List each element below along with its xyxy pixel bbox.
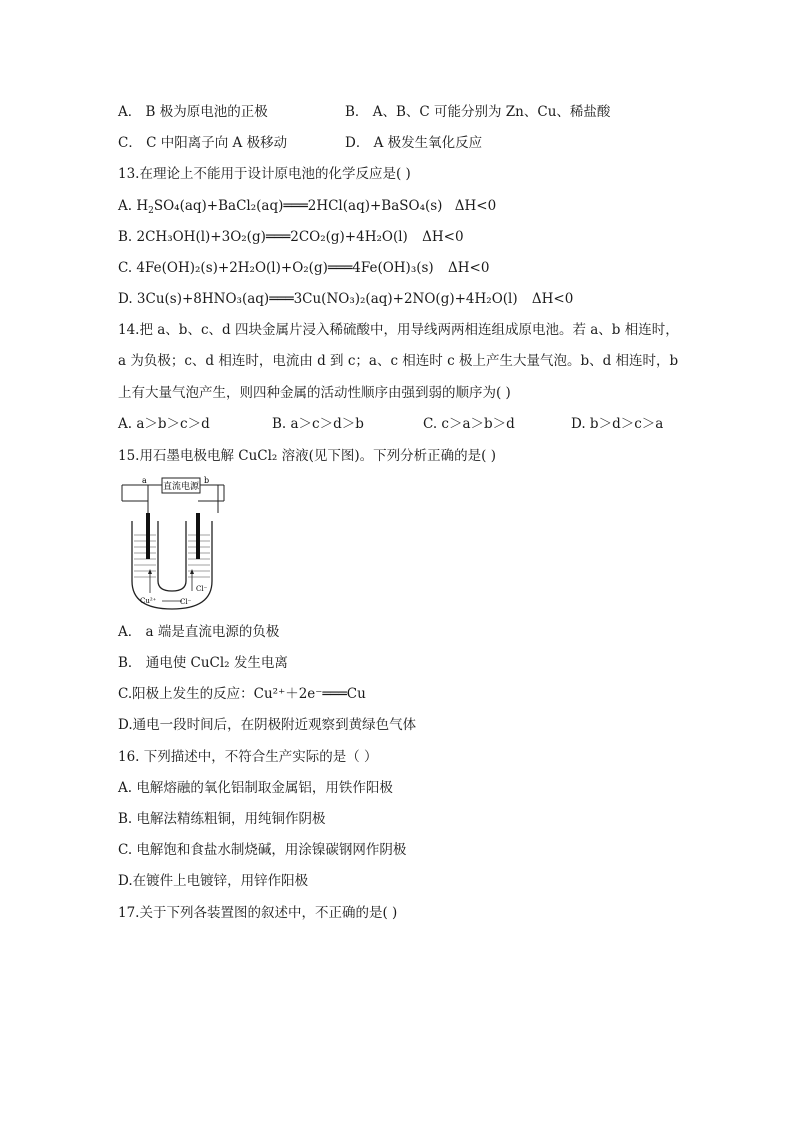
q16-option-a: A. 电解熔融的氧化铝制取金属铝，用铁作阳极 [118, 780, 393, 796]
q12-option-c: C． C 中阳离子向 A 极移动 [118, 135, 288, 151]
cl-ion-label-bottom: Cl⁻ [180, 598, 192, 606]
right-electrode [196, 513, 200, 559]
q13-c-equation: C. 4Fe(OH)₂(s)+2H₂O(l)+O₂(g)═══4Fe(OH)₃(s) [118, 260, 434, 276]
q13-d-enthalpy: ΔH<0 [531, 291, 574, 307]
cl-ion-label-right: Cl⁻ [196, 585, 208, 593]
q17-stem: 17.关于下列各装置图的叙述中，不正确的是( ) [118, 905, 398, 921]
q13-a-enthalpy: ΔH<0 [454, 198, 497, 214]
cu-ion-label: Cu²⁺ [140, 597, 157, 605]
terminal-b-label: b [204, 476, 210, 485]
q13-a-equation: SO₄(aq)+BaCl₂(aq)═══2HCl(aq)+BaSO₄(s) [153, 198, 443, 214]
q13-option-d [118, 290, 573, 308]
electrolysis-u-tube-figure [120, 473, 230, 613]
q13-b-equation: B. 2CH₃OH(l)+3O₂(g)═══2CO₂(g)+4H₂O(l) [118, 229, 408, 245]
q13-d-equation: D. 3Cu(s)+8HNO₃(aq)═══3Cu(NO₃)₂(aq)+2NO(g)+4H₂O(l) [118, 291, 518, 307]
q13-stem: 13.在理论上不能用于设计原电池的化学反应是( ) [118, 166, 411, 182]
q16-option-d: D.在镀件上电镀锌，用锌作阳极 [118, 873, 309, 889]
q14-stem-line3: 上有大量气泡产生，则四种金属的活动性顺序由强到弱的顺序为( ) [118, 385, 511, 401]
q15-option-d: D.通电一段时间后，在阴极附近观察到黄绿色气体 [118, 717, 417, 733]
q13-b-enthalpy: ΔH<0 [422, 229, 464, 245]
q16-option-b: B. 电解法精练粗铜，用纯铜作阴极 [118, 811, 326, 827]
q13-a-prefix: A. H [118, 198, 149, 214]
q15-option-c: C.阳极上发生的反应：Cu²⁺＋2e⁻═══Cu [118, 686, 366, 702]
q13-option-c [118, 259, 489, 277]
q12-option-b: B． A、B、C 可能分别为 Zn、Cu、稀盐酸 [345, 104, 611, 120]
q15-option-a: A． a 端是直流电源的负极 [118, 624, 280, 640]
q14-stem-line1: 14.把 a、b、c、d 四块金属片浸入稀硫酸中，用导线两两相连组成原电池。若 a、b 相连时， [118, 322, 679, 338]
q13-option-b [118, 228, 464, 246]
terminal-a-label: a [142, 476, 147, 485]
q15-stem: 15.用石墨电极电解 CuCl₂ 溶液(见下图)。下列分析正确的是( ) [118, 448, 496, 464]
q14-stem-line2: a 为负极；c、d 相连时，电流由 d 到 c；a、c 相连时 c 极上产生大量气泡。b、d 相连时，b [118, 353, 679, 369]
q13-c-enthalpy: ΔH<0 [448, 260, 490, 276]
q15-option-b: B． 通电使 CuCl₂ 发生电离 [118, 655, 288, 671]
q16-option-c: C. 电解饱和食盐水制烧碱，用涂镍碳钢网作阴极 [118, 842, 407, 858]
q13-option-a: A. $H_2SO_4(aq)+BaCl_2(aq)═══2HCl(aq)+BaSO_4(s)$ ΔH<0 [118, 198, 497, 216]
q12-option-a: A． B 极为原电池的正极 [118, 104, 268, 120]
q14-option-a: A. a＞b＞c＞d [118, 416, 210, 432]
q14-option-c: C. c＞a＞b＞d [423, 416, 515, 432]
q16-stem: 16. 下列描述中，不符合生产实际的是（ ） [118, 749, 378, 765]
power-supply-label: 直流电源 [162, 482, 200, 492]
q14-option-b: B. a＞c＞d＞b [272, 416, 364, 432]
q14-option-d: D. b＞d＞c＞a [571, 416, 664, 432]
left-electrode [146, 513, 150, 559]
q12-option-d: D． A 极发生氧化反应 [345, 135, 483, 151]
